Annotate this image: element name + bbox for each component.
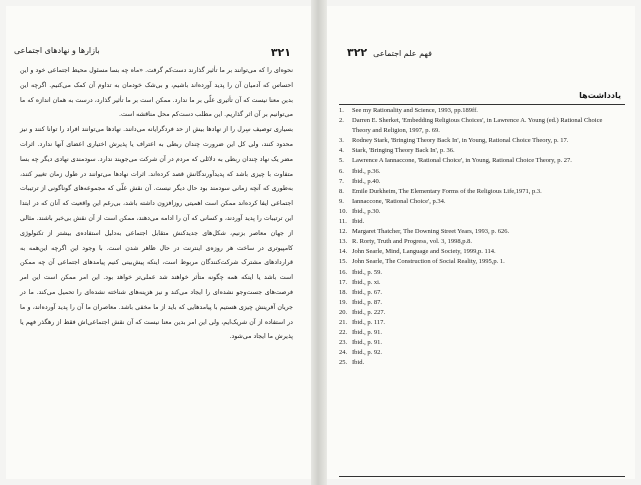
note-text: Ibid., p. 227.: [352, 308, 386, 316]
note-text: Ibid., p. 67.: [352, 288, 382, 296]
note-item: [339, 207, 621, 217]
note-number: 18.: [339, 288, 348, 296]
note-number: 22.: [339, 329, 348, 337]
note-text: John Searle, The Construction of Social Reality, 1995,p. 1.: [352, 258, 505, 266]
note-number: 16.: [339, 268, 348, 276]
note-number: 10.: [339, 207, 348, 215]
note-number: 3.: [339, 137, 344, 145]
note-number: 12.: [339, 228, 348, 236]
left-running-head: [14, 46, 291, 59]
body-text: [20, 64, 293, 345]
paragraph-1: نحوه‌ای را که می‌توانند بر ما تأثیر گذارند دست‌کم گرفت. «ماه چه بسا مسئول محیط اجتماعی خود و این احساس که آدمیان آن را پدید آورده‌اند باشیم، و بی‌شک خودمان به تداوم آن کمک می‌کنیم. اگرچه این بدین معنا نیست که آن تأثیری علّی بر ما ندارد. ممکن است بر ما تأثیر گذارد، درست به همان اندازه که ما می‌توانیم بر آن اثر گذاریم. این مطلب دست‌کم محل مناقشه است.: [20, 67, 293, 119]
note-item: [339, 136, 621, 146]
note-number: 9.: [339, 197, 344, 205]
note-text: Ibid., p. 91.: [352, 339, 382, 347]
note-item: [339, 247, 621, 257]
note-number: 4.: [339, 147, 344, 155]
note-item: [339, 227, 621, 237]
note-item: [339, 328, 621, 338]
book-gutter: [311, 0, 327, 485]
note-item: [339, 308, 621, 318]
note-text: Darren E. Sherket, 'Embedding Religious Choices', in Lawrence A. Young (ed.) Rational Choice Theory and Religion, 1997, p. 69.: [352, 117, 603, 135]
note-number: 23.: [339, 339, 348, 347]
note-number: 17.: [339, 278, 348, 286]
note-number: 5.: [339, 157, 344, 165]
note-text: Ibid.: [352, 218, 365, 226]
note-number: 11.: [339, 218, 347, 226]
note-item: [339, 146, 621, 156]
note-number: 14.: [339, 248, 348, 256]
note-number: 1.: [339, 107, 344, 114]
note-text: Stark, 'Bringing Theory Back In', p. 36.: [352, 147, 455, 155]
note-item: [339, 167, 621, 177]
note-number: 7.: [339, 177, 344, 185]
note-item: [339, 237, 621, 247]
note-number: 2.: [339, 117, 344, 125]
note-item: [339, 156, 621, 166]
note-text: Ibid., p. 91.: [352, 329, 382, 337]
note-item: [339, 358, 621, 368]
note-text: Emile Durkheim, The Elementary Forms of the Religious Life,1971, p.3.: [352, 187, 542, 195]
note-text: Ibid., p. 87.: [352, 298, 382, 306]
note-number: 24.: [339, 349, 348, 357]
note-item: [339, 298, 621, 308]
notes-top-rule: [339, 104, 625, 105]
note-item: [339, 106, 621, 116]
note-text: Margaret Thatcher, The Downing Street Years, 1993, p. 626.: [352, 228, 510, 236]
note-text: Ibid., p. 117.: [352, 318, 385, 326]
left-page: [6, 6, 311, 479]
note-number: 15.: [339, 258, 348, 266]
notes-list: [339, 106, 621, 368]
note-number: 20.: [339, 308, 348, 316]
note-item: [339, 257, 621, 267]
page-number-right: ۳۲۲: [347, 46, 368, 59]
note-item: [339, 187, 621, 197]
note-item: [339, 116, 621, 136]
note-text: Lawrence A Iannaccone, 'Rational Choice', in Young, Rational Choice Theory, p. 27.: [352, 157, 572, 165]
note-text: Ibid., p. 59.: [352, 268, 382, 276]
note-number: 6.: [339, 167, 344, 175]
book-title-right: فهم علم اجتماعی: [373, 49, 432, 58]
note-number: 19.: [339, 298, 348, 306]
notes-bottom-rule: [339, 476, 625, 477]
note-text: Ibid., p.36.: [352, 167, 381, 175]
note-number: 13.: [339, 238, 348, 246]
page-number-left: ۳۲۱: [270, 46, 291, 59]
note-item: [339, 338, 621, 348]
note-text: Ibid.: [352, 359, 365, 367]
note-item: [339, 268, 621, 278]
note-item: [339, 197, 621, 207]
note-number: 21.: [339, 318, 348, 326]
note-item: [339, 318, 621, 328]
note-item: [339, 348, 621, 358]
note-item: [339, 217, 621, 227]
note-text: Ibid., p. xi.: [352, 278, 381, 286]
right-page: [327, 6, 635, 479]
note-number: 8.: [339, 187, 344, 195]
chapter-title-left: بازارها و نهادهای اجتماعی: [14, 46, 100, 55]
right-running-head: [347, 46, 625, 59]
notes-heading: یادداشت‌ها: [579, 91, 621, 100]
note-item: [339, 278, 621, 288]
note-text: Ibid., p. 92.: [352, 349, 382, 357]
paragraph-2: بسیاری توصیف سِرل را از نهادها بیش از حد فردگرایانه می‌دانند. نهادها می‌توانند افراد را توانا کنند و نیز محدود کنند، ولی کل این ضرورت چندان ربطی به اعتراف یا پذیرش اختیاری اعضای آنها ندارد. اثرات مضر یک نهاد چندان ربطی به دلائلی که مردم در آن شرکت می‌جویند ندارد. سودمندی نهادی دیگر چه بسا متفاوت با چیزی باشد که پدیدآورندگانش قصد کرده‌اند. اثرات نهادها می‌توانند در طول زمان تغییر کنند، به‌طوری که آنچه زمانی سودمند بود حال دیگر نیست. آن نقش علّی که مجموعه‌های گوناگونی از ترتیبات اجتماعی ایفا کرده‌اند ممکن است اهمیتی روزافزون داشته باشد، بی‌رغم این واقعیت که آنان که در ابتدا این ترتیبات را پدید آوردند، و کسانی که آن را ادامه می‌دهند، ممکن است از آن نقش بی‌خبر باشند. مثالی از جهان معاصر بزنیم، شکل‌های جدیدکنش متقابل اجتماعی به‌دلیل استفاده‌ی بیشتر از تکنولوژی کامپیوتری در ساخت هر روزه‌ی اینترنت در حال ظاهر شدن است. با وجود این اگرچه این‌همه به قراردادهای مشترک شرکت‌کنندگان مربوط است، اینکه پیش‌بینی کنیم پیامدهای اجتماعی آن چه ممکن است باشد یا اینکه همه چگونه متأثر خواهند شد عملی‌تر خواهد بود. این امر ممکن است این امر فرصت‌های جست‌وجو نشده‌ای را ایجاد می‌کند و نیز هزینه‌های شناخته نشده‌ای را تحمیل می‌کند. ما در جریان آفرینش چیزی هستیم با پیامدهایی که باید از ما مخفی باشد. معاصران ما آن را پدید آورده‌اند، و ما در استفاده از آن شریک‌ایم، ولی این امر بدین معنا نیست که آن نقش اجتماعی‌اش فقط از رهگذر فهم یا پذیرش ما ایجاد می‌شود.: [20, 126, 293, 341]
note-text: See my Rationality and Science, 1993, pp.189ff.: [352, 107, 478, 114]
note-item: [339, 177, 621, 187]
note-text: Iannaccone, 'Rational Choice', p.34.: [352, 197, 446, 205]
note-text: R. Rorty, Truth and Progress, vol. 3, 1998,p.8.: [352, 238, 473, 246]
note-text: Ibid., p.30.: [352, 207, 381, 215]
note-number: 25.: [339, 359, 348, 367]
note-item: [339, 288, 621, 298]
note-text: John Searle, Mind, Language and Society, 1999,p. 114.: [352, 248, 496, 256]
note-text: Rodney Stark, 'Bringing Theory Back In', in Young, Rational Choice Theory, p. 17.: [352, 137, 569, 145]
note-text: Ibid., p.40.: [352, 177, 381, 185]
